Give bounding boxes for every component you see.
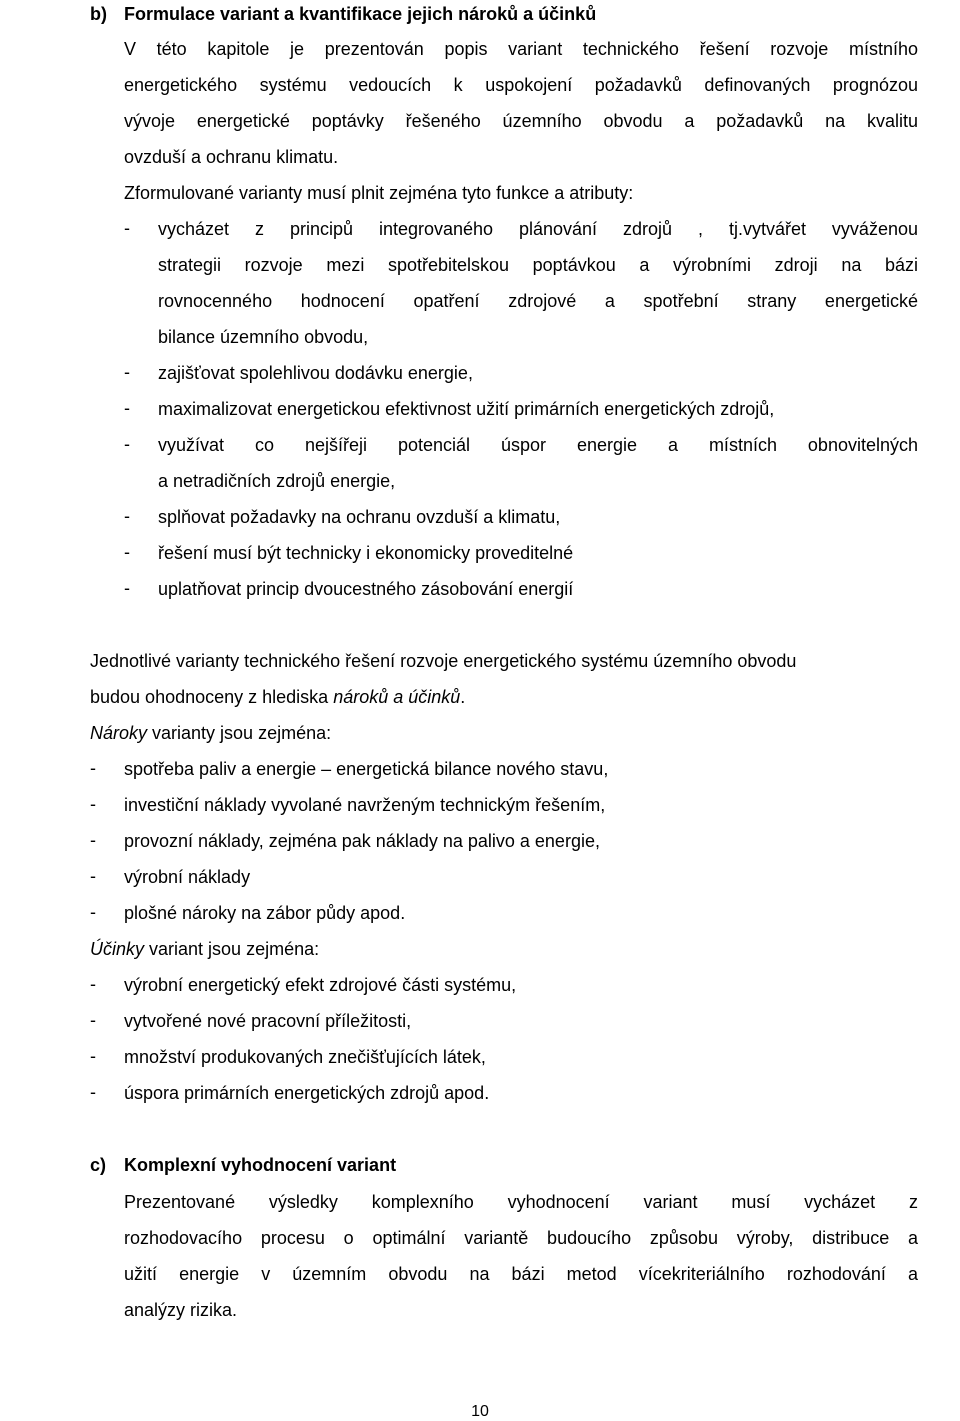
function-item-line: vycházet z principů integrovaného plánování zdrojů , tj.vytvářet vyváženou xyxy=(158,219,918,239)
section-c-line: analýzy rizika. xyxy=(124,1300,238,1320)
evaluation-emphasis: nároků a účinků xyxy=(333,687,461,707)
demand-item: spotřeba paliv a energie – energetická bilance nového stavu, xyxy=(124,759,609,779)
page-number: 10 xyxy=(471,1403,489,1420)
evaluation-text: budou ohodnoceny z hlediska xyxy=(90,687,334,707)
demand-item: výrobní náklady xyxy=(124,867,251,887)
section-b-letter: b) xyxy=(90,4,107,24)
demand-item: investiční náklady vyvolané navrženým technickým řešením, xyxy=(124,795,606,815)
functions-intro: Zformulované varianty musí plnit zejména tyto funkce a atributy: xyxy=(124,183,634,203)
function-item-line: bilance územního obvodu, xyxy=(158,327,369,347)
section-c-letter: c) xyxy=(90,1155,107,1175)
intro-line: vývoje energetické poptávky řešeného územního obvodu a požadavků na kvalitu xyxy=(124,111,918,131)
list-dash: - xyxy=(124,506,130,526)
effects-heading xyxy=(90,938,319,960)
effect-item: vytvořené nové pracovní příležitosti, xyxy=(124,1011,412,1031)
function-item-line: využívat co nejšířeji potenciál úspor energie a místních obnovitelných xyxy=(158,435,918,455)
section-c-line: rozhodovacího procesu o optimální variantě budoucího způsobu výroby, distribuce a xyxy=(124,1228,918,1248)
list-dash: - xyxy=(90,794,96,814)
list-dash: - xyxy=(124,578,130,598)
function-item-line: strategii rozvoje mezi spotřebitelskou poptávkou a výrobními zdroji na bázi xyxy=(158,255,918,275)
list-dash: - xyxy=(124,398,130,418)
function-item-line: rovnocenného hodnocení opatření zdrojové a spotřební strany energetické xyxy=(158,291,918,311)
demands-label: Nároky xyxy=(90,723,148,743)
intro-line: ovzduší a ochranu klimatu. xyxy=(124,147,339,167)
demands-rest: varianty jsou zejména: xyxy=(147,723,332,743)
evaluation-line xyxy=(90,686,465,708)
section-b-heading xyxy=(90,4,596,25)
list-dash: - xyxy=(90,866,96,886)
list-dash: - xyxy=(124,218,130,238)
evaluation-line: Jednotlivé varianty technického řešení rozvoje energetického systému územního obvodu xyxy=(90,651,797,671)
list-dash: - xyxy=(124,434,130,454)
section-c-line: užití energie v územním obvodu na bázi metod vícekriteriálního rozhodování a xyxy=(124,1264,918,1284)
effects-rest: variant jsou zejména: xyxy=(144,939,320,959)
effect-item: výrobní energetický efekt zdrojové části systému, xyxy=(124,975,517,995)
list-dash: - xyxy=(124,362,130,382)
section-c-line: Prezentované výsledky komplexního vyhodnocení variant musí vycházet z xyxy=(124,1192,918,1212)
section-c-title: Komplexní vyhodnocení variant xyxy=(124,1155,397,1175)
function-item-line: a netradičních zdrojů energie, xyxy=(158,471,396,491)
section-c-heading xyxy=(90,1155,396,1176)
list-dash: - xyxy=(90,830,96,850)
intro-line: V této kapitole je prezentován popis variant technického řešení rozvoje místního xyxy=(124,39,918,59)
list-dash: - xyxy=(90,1082,96,1102)
demand-item: provozní náklady, zejména pak náklady na palivo a energie, xyxy=(124,831,600,851)
section-b-title: Formulace variant a kvantifikace jejich nároků a účinků xyxy=(124,4,597,24)
evaluation-period: . xyxy=(460,687,466,707)
function-item-line: uplatňovat princip dvoucestného zásobování energií xyxy=(158,579,574,599)
list-dash: - xyxy=(90,902,96,922)
intro-line: energetického systému vedoucích k uspokojení požadavků definovaných prognózou xyxy=(124,75,918,95)
function-item-line: maximalizovat energetickou efektivnost užití primárních energetických zdrojů, xyxy=(158,399,775,419)
demand-item: plošné nároky na zábor půdy apod. xyxy=(124,903,406,923)
function-item-line: řešení musí být technicky i ekonomicky proveditelné xyxy=(158,543,574,563)
list-dash: - xyxy=(90,974,96,994)
function-item-line: zajišťovat spolehlivou dodávku energie, xyxy=(158,363,473,383)
effect-item: úspora primárních energetických zdrojů apod. xyxy=(124,1083,490,1103)
list-dash: - xyxy=(90,1046,96,1066)
demands-heading xyxy=(90,722,331,744)
list-dash: - xyxy=(90,758,96,778)
effects-label: Účinky xyxy=(90,939,145,959)
list-dash: - xyxy=(124,542,130,562)
list-dash: - xyxy=(90,1010,96,1030)
function-item-line: splňovat požadavky na ochranu ovzduší a klimatu, xyxy=(158,507,561,527)
effect-item: množství produkovaných znečišťujících látek, xyxy=(124,1047,486,1067)
